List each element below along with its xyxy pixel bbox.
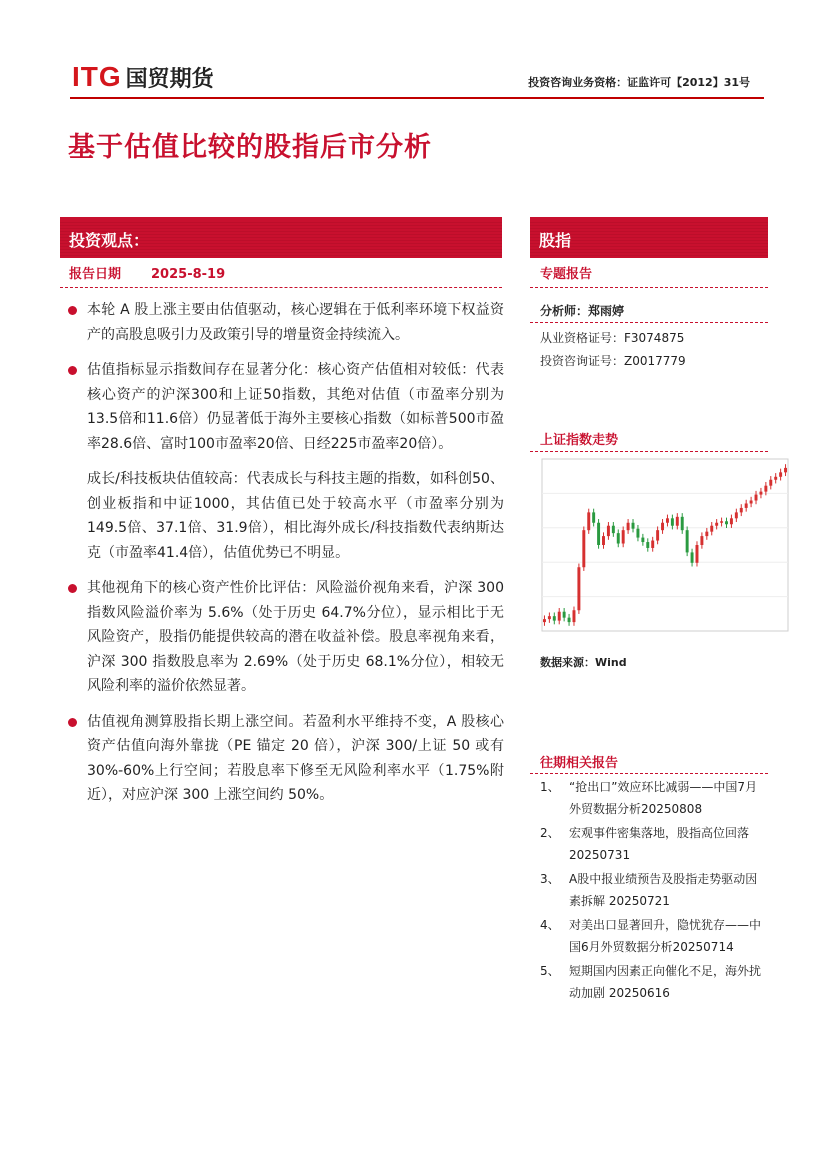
candle-body [681, 517, 684, 530]
category-bar [530, 217, 768, 258]
candle-body [636, 529, 639, 538]
qualification-cert: 从业资格证号：F3074875 [540, 331, 685, 345]
candle-body [769, 480, 772, 486]
candle-body [755, 495, 758, 501]
candle-body [686, 530, 689, 552]
investment-points [68, 298, 504, 808]
candle-body [725, 521, 728, 524]
index-chart-svg [540, 455, 798, 645]
report-title: 基于估值比较的股指后市分析 [68, 132, 432, 163]
logo-company-name: 国贸期货 [125, 66, 214, 92]
candle-body [612, 526, 615, 533]
bullet-dot [68, 366, 77, 375]
candle-body [745, 503, 748, 507]
logo-itg: ITG [72, 61, 122, 92]
candle-body [666, 518, 669, 522]
analyst-divider [530, 322, 768, 323]
candle-body [587, 512, 590, 530]
list-item-text: 短期国内因素正向催化不足，海外扰动加剧 20250616 [569, 964, 762, 1000]
list-item[interactable] [540, 868, 766, 912]
candle-body [632, 523, 635, 529]
list-item-number: 4、 [540, 918, 560, 932]
bullet-paragraph [68, 576, 504, 699]
paragraph-text: 其他视角下的核心资产性价比评估：风险溢价视角来看，沪深 300 指数风险溢价率为 5.6%（处于历史 64.7%分位），显示相比于无风险资产，股指仍能提供较高的潜在收益补偿。股息率视角来看，沪深 300 指数股息率为 2.69%（处于历史 68.1%分位），相较无风险利率的溢价依然显著。 [87, 580, 504, 694]
candle-body [617, 533, 620, 543]
candle-body [735, 512, 738, 518]
candle-body [779, 472, 782, 476]
candle-body [641, 538, 644, 542]
category-title: 股指 [539, 231, 572, 250]
candle-body [700, 536, 703, 545]
candle-body [563, 612, 566, 618]
date-divider [60, 287, 502, 288]
bullet-dot [68, 306, 77, 315]
bullet-paragraph [68, 710, 504, 808]
candle-body [750, 501, 753, 504]
related-reports-list [540, 776, 766, 1004]
candle-body [577, 567, 580, 610]
candle-body [661, 523, 664, 530]
sub-paragraph [68, 467, 504, 565]
candle-body [656, 530, 659, 540]
chart-title: 上证指数走势 [540, 433, 619, 448]
list-item-number: 1、 [540, 780, 560, 794]
candle-body [622, 530, 625, 543]
candle-body [740, 508, 743, 512]
list-item-number: 5、 [540, 964, 560, 978]
paragraph-text: 估值指标显示指数间存在显著分化：核心资产估值相对较低：代表核心资产的沪深300和上证50指数，其绝对估值（市盈率分别为13.5倍和11.6倍）仍显著低于海外主要核心指数（如标普500市盈率28.6倍、富时100市盈率20倍、日经225市盈率20倍）。 [87, 362, 504, 452]
report-date [69, 263, 225, 282]
candle-body [548, 616, 551, 619]
report-type: 专题报告 [540, 267, 593, 282]
investment-view-bar [60, 217, 502, 258]
candle-body [676, 517, 679, 526]
consulting-cert: 投资咨询证号：Z0017779 [540, 354, 686, 368]
candle-body [607, 526, 610, 536]
header-rule [70, 97, 764, 99]
investment-view-title: 投资观点： [69, 231, 150, 250]
report-date-value: 2025-8-19 [151, 267, 226, 282]
candle-body [597, 523, 600, 545]
candle-body [553, 616, 556, 620]
candle-body [558, 612, 561, 621]
bullet-dot [68, 718, 77, 727]
candle-body [651, 541, 654, 548]
list-item[interactable] [540, 914, 766, 958]
candle-body [568, 618, 571, 622]
candle-body [784, 468, 787, 472]
company-logo [72, 62, 214, 92]
related-divider [530, 773, 768, 774]
list-item-text: “抢出口”效应环比减弱——中国7月外贸数据分析20250808 [569, 780, 758, 816]
list-item-number: 3、 [540, 872, 560, 886]
candle-body [715, 523, 718, 526]
candle-body [764, 486, 767, 492]
candle-body [759, 492, 762, 495]
candle-body [730, 518, 733, 524]
related-reports-title: 往期相关报告 [540, 756, 619, 771]
candle-body [696, 545, 699, 563]
candle-body [691, 552, 694, 562]
chart-title-divider [530, 451, 768, 452]
candle-body [592, 512, 595, 522]
candle-body [720, 521, 723, 522]
candle-body [774, 477, 777, 480]
data-source: 数据来源：Wind [540, 656, 627, 669]
index-chart [540, 455, 798, 645]
paragraph-text: 成长/科技板块估值较高：代表成长与科技主题的指数，如科创50、创业板指和中证1000，其估值已处于较高水平（市盈率分别为149.5倍、37.1倍、31.9倍），相比海外成长/科技指数代表纳斯达克（市盈率41.4倍），估值优势已不明显。 [87, 471, 504, 561]
bullet-dot [68, 584, 77, 593]
candle-body [627, 523, 630, 530]
license-text: 投资咨询业务资格：证监许可【2012】31号 [528, 76, 750, 89]
report-date-label: 报告日期 [69, 267, 122, 282]
list-item[interactable] [540, 822, 766, 866]
list-item-text: A股中报业绩预告及股指走势驱动因素拆解 20250721 [569, 872, 758, 908]
candle-body [573, 610, 576, 622]
bullet-paragraph [68, 298, 504, 347]
list-item[interactable] [540, 776, 766, 820]
candle-body [646, 542, 649, 548]
candle-body [582, 530, 585, 567]
candle-body [705, 532, 708, 536]
type-divider [530, 287, 768, 288]
candle-body [543, 619, 546, 622]
list-item-number: 2、 [540, 826, 560, 840]
paragraph-text: 本轮 A 股上涨主要由估值驱动，核心逻辑在于低利率环境下权益资产的高股息吸引力及政策引导的增量资金持续流入。 [87, 302, 504, 343]
analyst-name: 分析师：郑雨婷 [540, 304, 625, 318]
candle-body [602, 536, 605, 545]
candle-body [671, 518, 674, 525]
paragraph-text: 估值视角测算股指长期上涨空间。若盈利水平维持不变，A 股核心资产估值向海外靠拢（PE 锚定 20 倍），沪深 300/上证 50 或有 30%-60%上行空间；若股息率下修至无风险利率水平（1.75%附近），对应沪深 300 上涨空间约 50%。 [87, 713, 504, 803]
list-item-text: 宏观事件密集落地，股指高位回落 20250731 [569, 826, 750, 862]
list-item-text: 对美出口显著回升，隐忧犹存——中国6月外贸数据分析20250714 [569, 918, 762, 954]
candle-body [710, 526, 713, 532]
bullet-paragraph [68, 358, 504, 456]
list-item[interactable] [540, 960, 766, 1004]
